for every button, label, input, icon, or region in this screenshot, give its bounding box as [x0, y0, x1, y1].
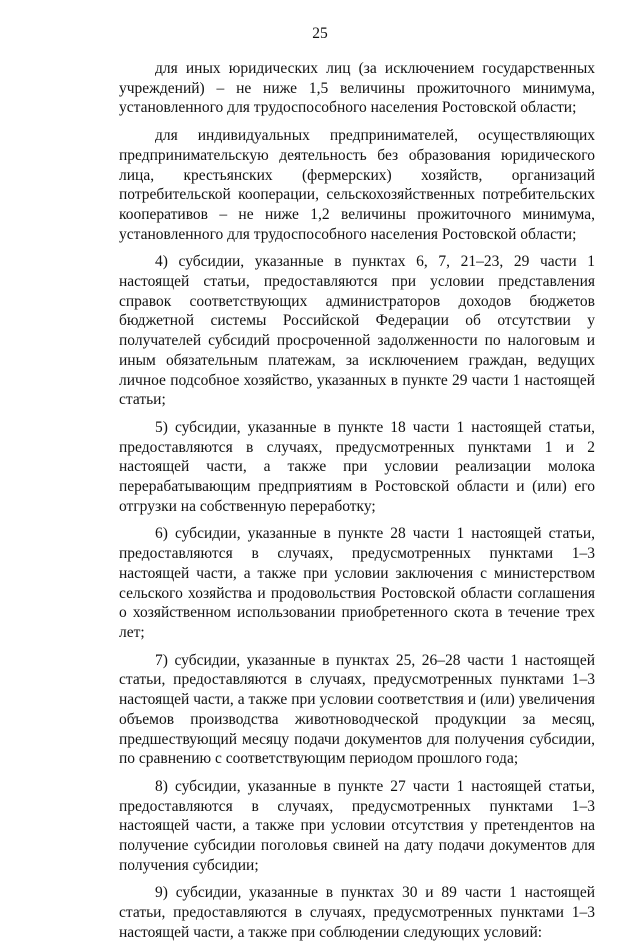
- page-number: 25: [312, 25, 328, 42]
- paragraph-item-5: 5) субсидии, указанные в пункте 18 части 1 настоящей статьи, предоставляются в случаях, предусмотренных пунктами 1 и 2 настоящей части, а также при условии реализации молока перерабатывающим предприятиям в Ростовской области и (или) его отгрузки на собственную переработку;: [119, 418, 595, 515]
- paragraph-item-9: 9) субсидии, указанные в пунктах 30 и 89 части 1 настоящей статьи, предоставляются в случаях, предусмотренных пунктами 1–3 настоящей части, а также при соблюдении следующих условий:: [119, 884, 595, 941]
- document-body: [119, 59, 595, 951]
- paragraph-item-4: 4) субсидии, указанные в пунктах 6, 7, 21–23, 29 части 1 настоящей статьи, предоставляются при условии представления справок соответствующих администраторов доходов бюджетов бюджетной системы Российской Федерации об отсутствии у получателей субсидий просроченной задолженности по налоговым и иным обязательным платежам, за исключением граждан, ведущих личное подсобное хозяйство, указанных в пункте 29 части 1 настоящей статьи;: [119, 253, 595, 409]
- paragraph-entrepreneurs: для индивидуальных предпринимателей, осуществляющих предпринимательскую деятельность без образования юридического лица, крестьянских (фермерских) хозяйств, организаций потребительской кооперации, сельскохозяйственных потребительских кооперативов – не ниже 1,2 величины прожиточного минимума, установленного для трудоспособного населения Ростовской области;: [119, 127, 595, 243]
- paragraph-item-8: 8) субсидии, указанные в пункте 27 части 1 настоящей статьи, предоставляются в случаях, предусмотренных пунктами 1–3 настоящей части, а также при условии отсутствия у претендентов на получение субсидии поголовья свиней на дату подачи документов для получения субсидии;: [119, 777, 595, 874]
- paragraph-legal-entities: для иных юридических лиц (за исключением государственных учреждений) – не ниже 1,5 величины прожиточного минимума, установленного для трудоспособного населения Ростовской области;: [119, 60, 595, 117]
- paragraph-item-7: 7) субсидии, указанные в пунктах 25, 26–28 части 1 настоящей статьи, предоставляются в случаях, предусмотренных пунктами 1–3 настоящей части, а также при условии соответствия и (или) увеличения объемов производства животноводческой продукции за месяц, предшествующий месяцу подачи документов для получения субсидии, по сравнению с соответствующим периодом прошлого года;: [119, 651, 595, 768]
- paragraph-item-6: 6) субсидии, указанные в пункте 28 части 1 настоящей статьи, предоставляются в случаях, предусмотренных пунктами 1–3 настоящей части, а также при условии заключения с министерством сельского хозяйства и продовольствия Ростовской области соглашения о хозяйственном использовании приобретенного скота в течение трех лет;: [119, 525, 595, 641]
